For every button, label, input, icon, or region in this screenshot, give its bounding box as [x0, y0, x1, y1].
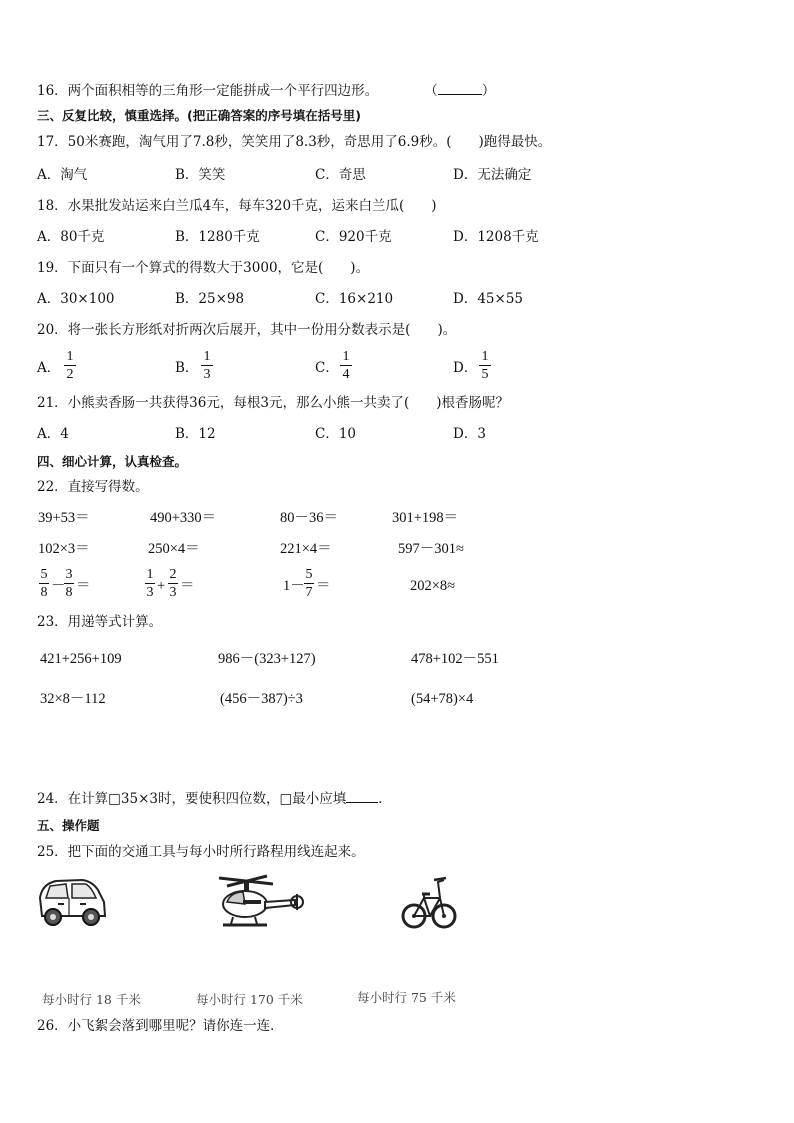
calc-22-10-eq: ＝: [180, 578, 195, 594]
speed-label-1[interactable]: 每小时行 18 千米: [42, 992, 141, 1007]
option-20-c-fraction[interactable]: 1 4: [340, 349, 352, 382]
calc-22-9-frac-a: 5 8: [40, 567, 48, 600]
calc-22-1: 39+53＝: [38, 510, 90, 526]
calc-22-4: 301+198＝: [392, 510, 459, 526]
option-20-c-label[interactable]: C．: [315, 360, 339, 376]
car-icon[interactable]: [36, 876, 108, 928]
calc-22-5: 102×3＝: [38, 541, 90, 557]
calc-22-8: 597－301≈: [398, 541, 464, 557]
option-19-d[interactable]: D．45×55: [453, 291, 523, 307]
option-21-c[interactable]: C．10: [315, 426, 357, 442]
question-23: 23．用递等式计算。: [37, 614, 163, 630]
helicopter-icon[interactable]: [213, 872, 305, 932]
option-20-a-fraction[interactable]: 1 2: [64, 349, 76, 382]
question-26: 26．小飞絮会落到哪里呢？请你连一连．: [37, 1018, 284, 1034]
answer-blank-16[interactable]: [438, 82, 482, 95]
speed-label-2[interactable]: 每小时行 170 千米: [196, 992, 303, 1007]
calc-22-6: 250×4＝: [148, 541, 200, 557]
calc-22-2: 490+330＝: [150, 510, 217, 526]
option-17-b[interactable]: B．笑笑: [175, 167, 226, 183]
option-17-d[interactable]: D．无法确定: [453, 167, 532, 183]
calc-23-4: 32×8－112: [40, 691, 106, 707]
option-17-a[interactable]: A．淘气: [37, 167, 88, 183]
question-16: 16．两个面积相等的三角形一定能拼成一个平行四边形。 （ ）: [37, 83, 496, 99]
speed-label-3[interactable]: 每小时行 75 千米: [357, 990, 456, 1005]
calc-22-10-op: +: [157, 578, 166, 594]
calc-22-11-lead: 1－: [283, 578, 305, 594]
calc-22-9-frac-b: 3 8: [65, 567, 73, 600]
calc-22-9-eq: ＝: [76, 578, 91, 594]
option-20-b-fraction[interactable]: 1 3: [201, 349, 213, 382]
question-19: 19．下面只有一个算式的得数大于3000，它是( )。: [37, 260, 370, 276]
calc-23-3: 478+102－551: [411, 651, 499, 667]
option-18-a[interactable]: A．80千克: [37, 229, 105, 245]
calc-22-11-eq: ＝: [316, 578, 331, 594]
option-17-c[interactable]: C．奇思: [315, 167, 366, 183]
option-20-d-fraction[interactable]: 1 5: [479, 349, 491, 382]
option-21-a[interactable]: A．4: [37, 426, 69, 442]
option-19-b[interactable]: B．25×98: [175, 291, 245, 307]
question-20: 20．将一张长方形纸对折两次后展开，其中一份用分数表示是( )。: [37, 322, 457, 338]
option-21-d[interactable]: D．3: [453, 426, 486, 442]
section-5-heading: 五、操作题: [37, 818, 100, 833]
option-18-c[interactable]: C．920千克: [315, 229, 392, 245]
calc-22-12: 202×8≈: [410, 578, 456, 594]
question-21: 21．小熊卖香肠一共获得36元，每根3元，那么小熊一共卖了( )根香肠呢？: [37, 395, 509, 411]
calc-22-10-frac-a: 1 3: [146, 567, 154, 600]
option-19-c[interactable]: C．16×210: [315, 291, 394, 307]
question-25: 25．把下面的交通工具与每小时所行路程用线连起来。: [37, 844, 365, 860]
calc-22-10-frac-b: 2 3: [169, 567, 177, 600]
section-4-heading: 四、细心计算，认真检查。: [37, 454, 188, 469]
question-24: 24．在计算□35×3时，要使积四位数，□最小应填 ．: [37, 791, 392, 807]
option-21-b[interactable]: B．12: [175, 426, 216, 442]
option-20-d-label[interactable]: D．: [453, 360, 478, 376]
calc-22-9-op: －: [51, 578, 66, 594]
calc-22-3: 80－36＝: [280, 510, 338, 526]
question-18: 18．水果批发站运来白兰瓜4车，每车320千克，运来白兰瓜( ): [37, 198, 437, 214]
option-19-a[interactable]: A．30×100: [37, 291, 115, 307]
calc-22-7: 221×4＝: [280, 541, 332, 557]
calc-23-2: 986－(323+127): [218, 651, 316, 667]
bicycle-icon[interactable]: [400, 872, 458, 932]
section-3-heading: 三、反复比较，慎重选择。(把正确答案的序号填在括号里): [37, 108, 361, 123]
option-18-d[interactable]: D．1208千克: [453, 229, 539, 245]
calc-23-5: (456－387)÷3: [220, 691, 303, 707]
question-17: 17．50米赛跑，淘气用了7.8秒，笑笑用了8.3秒，奇思用了6.9秒。( )跑得最快。: [37, 134, 552, 150]
calc-23-1: 421+256+109: [40, 651, 122, 667]
calc-22-11-frac: 5 7: [305, 567, 313, 600]
option-20-a-label[interactable]: A．: [37, 360, 61, 376]
option-20-b-label[interactable]: B．: [175, 360, 199, 376]
question-22: 22．直接写得数。: [37, 479, 149, 495]
answer-blank-24[interactable]: [346, 790, 378, 803]
calc-23-6: (54+78)×4: [411, 691, 474, 707]
option-18-b[interactable]: B．1280千克: [175, 229, 260, 245]
